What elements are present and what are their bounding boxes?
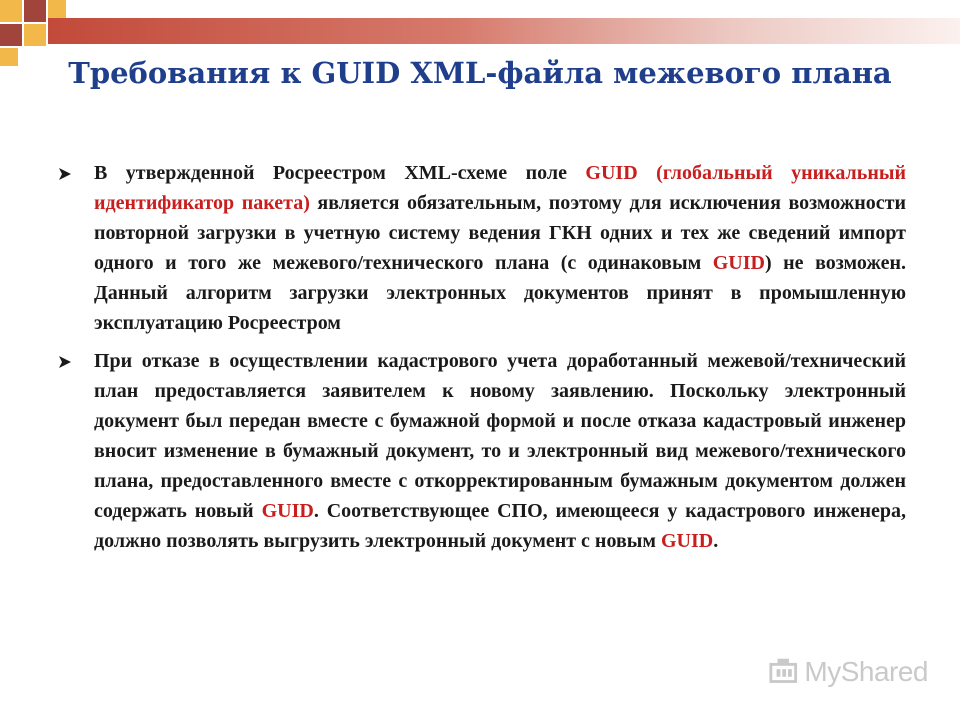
body-text: . Соответствующее СПО, имеющееся у кадастрового инженера, должно позволять выгрузить электронный документ с новым: [94, 500, 906, 552]
arrow-bullet-icon: [58, 167, 72, 181]
decor-square: [0, 24, 22, 46]
highlight-text: GUID: [261, 500, 314, 522]
watermark-text: MyShared: [804, 656, 928, 687]
myshared-logo-icon: [768, 656, 800, 688]
body-text: является обязательным, поэтому для исключения возможности повторной загрузки в учетную систему ведения ГКН одних и тех же сведений импорт одного и того же межевого/технического плана (с одинаковым: [94, 192, 906, 274]
highlight-text: GUID: [712, 252, 765, 274]
bullet-list: [58, 158, 906, 556]
arrow-bullet-icon: [58, 355, 72, 369]
highlight-text: GUID: [660, 530, 714, 552]
watermark: [768, 654, 928, 690]
body-text: При отказе в осуществлении кадастрового учета доработанный межевой/технический план предоставляется заявителем к новому заявлению. Поскольку электронный документ был передан вместе с бумажной формой и после отказа кадастровый инженер вносит изменение в бумажный документ, то и электронный вид межевого/технического плана, предоставленного вместе с откорректированным бумажным документом должен содержать новый: [94, 350, 906, 522]
decor-square: [0, 0, 22, 22]
highlight-text: GUID (глобальный уникальный идентификатор пакета): [94, 162, 906, 214]
decor-square: [24, 0, 46, 22]
decor-square: [24, 24, 46, 46]
body-text: .: [713, 530, 719, 552]
header-gradient-bar: [48, 18, 960, 44]
bullet-item: [58, 158, 906, 338]
decor-square: [48, 0, 66, 18]
slide-title: Требования к GUID XML-файла межевого плана: [68, 56, 892, 90]
body-text: ) не возможен. Данный алгоритм загрузки электронных документов принят в промышленную эксплуатацию Росреестром: [94, 252, 907, 334]
body-text: В утвержденной Росреестром XML-схеме поле: [94, 162, 586, 184]
decor-square: [0, 48, 18, 66]
bullet-item: [58, 346, 906, 556]
